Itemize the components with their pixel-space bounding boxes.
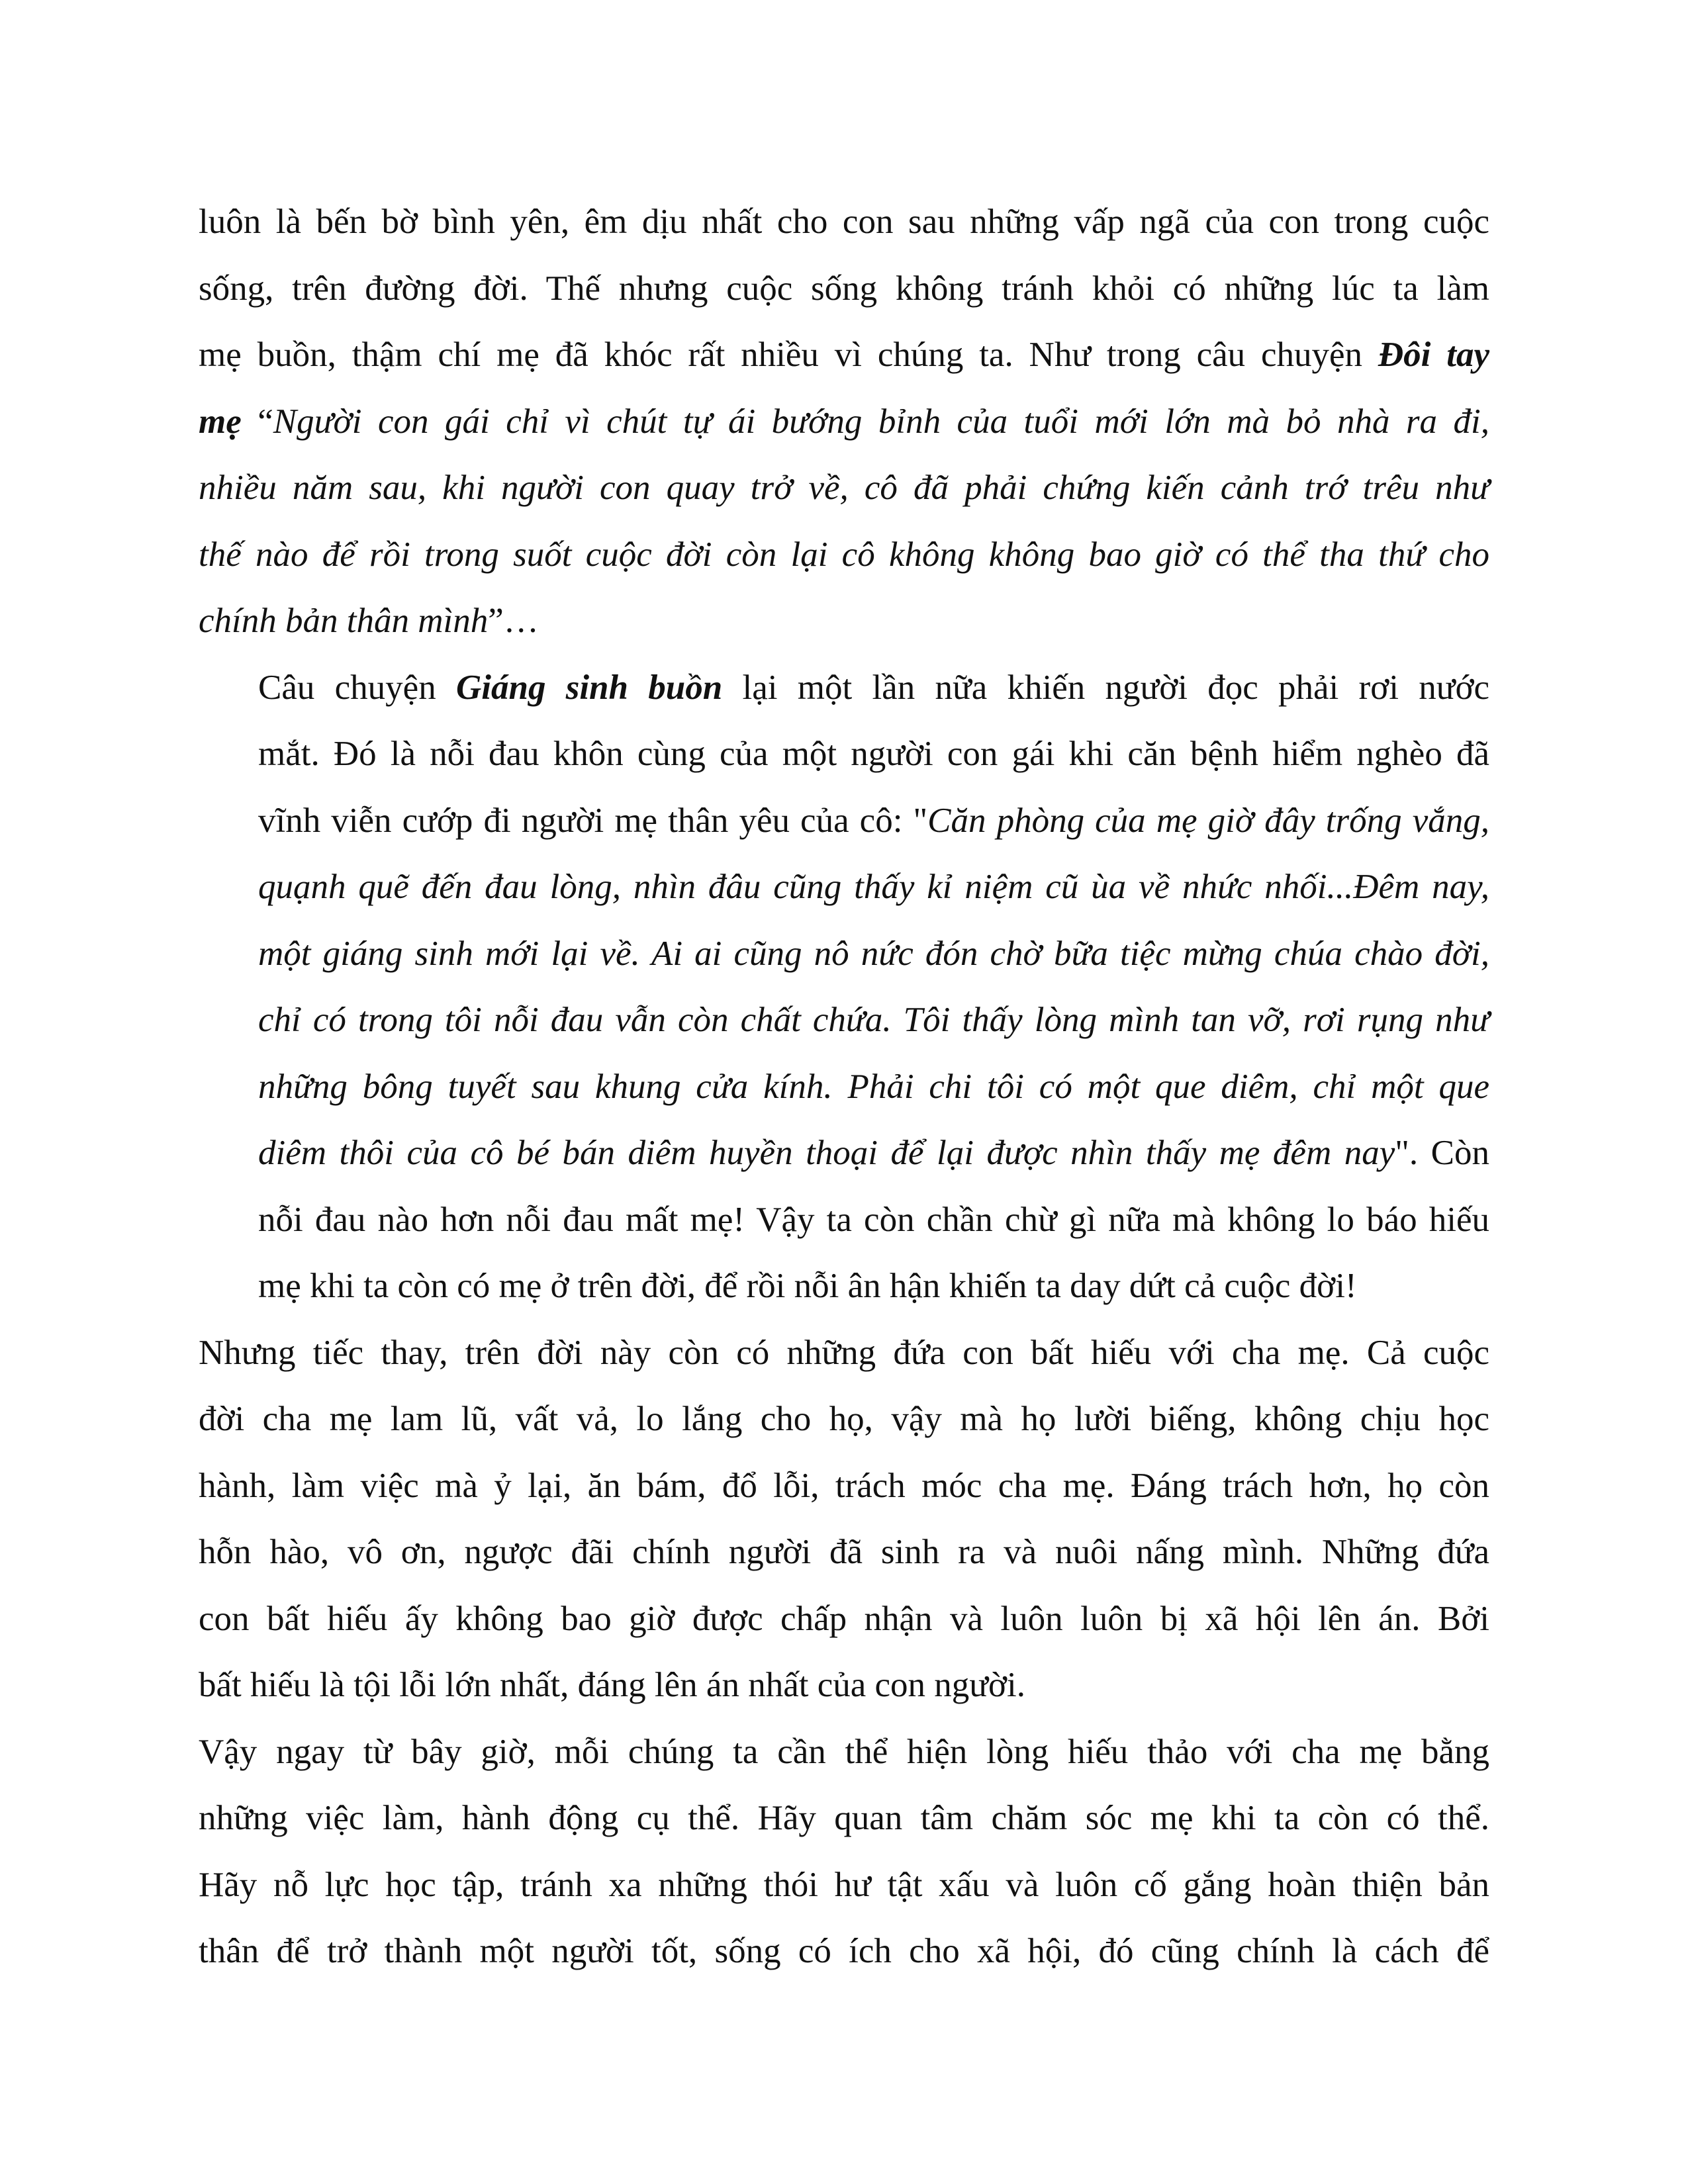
text-line (199, 1719, 1489, 1786)
quote-run: chỉ có trong tôi nỗi đau vẫn còn chất chứa. Tôi thấy lòng mình tan vỡ, rơi rụng như (258, 1001, 1489, 1039)
text-line (199, 655, 1489, 721)
text-line (199, 588, 1489, 655)
text-line (199, 189, 1489, 255)
quote-run: một giáng sinh mới lại về. Ai ai cũng nô nức đón chờ bữa tiệc mừng chúa chào đời, (258, 934, 1489, 973)
text-run: ". Còn (1395, 1134, 1489, 1172)
text-run: con bất hiếu ấy không bao giờ được chấp nhận và luôn luôn bị xã hội lên án. Bởi (199, 1599, 1489, 1638)
text-line (199, 322, 1489, 388)
text-run: bất hiếu là tội lỗi lớn nhất, đáng lên án nhất của con người. (199, 1666, 1025, 1704)
text-line (199, 854, 1489, 921)
text-run: lại một lần nữa khiến người đọc phải rơi nước (722, 668, 1489, 707)
text-run: nỗi đau nào hơn nỗi đau mất mẹ! Vậy ta còn chần chừ gì nữa mà không lo báo hiếu (258, 1200, 1489, 1239)
text-line (199, 388, 1489, 455)
emphasis-title: Đôi tay (1378, 336, 1489, 374)
text-run: hỗn hào, vô ơn, ngược đãi chính người đã sinh ra và nuôi nấng mình. Những đứa (199, 1533, 1489, 1571)
text-line (199, 788, 1489, 854)
text-run: luôn là bến bờ bình yên, êm dịu nhất cho con sau những vấp ngã của con trong cuộc (199, 203, 1489, 241)
text-run: Vậy ngay từ bây giờ, mỗi chúng ta cần thể hiện lòng hiếu thảo với cha mẹ bằng (199, 1732, 1489, 1771)
body-text (199, 189, 1489, 1985)
quote-run: diêm thôi của cô bé bán diêm huyền thoại để lại được nhìn thấy mẹ đêm nay (258, 1134, 1395, 1172)
text-run: hành, làm việc mà ỷ lại, ăn bám, đổ lỗi, trách móc cha mẹ. Đáng trách hơn, họ còn (199, 1466, 1489, 1505)
text-run: thân để trở thành một người tốt, sống có ích cho xã hội, đó cũng chính là cách để (199, 1932, 1489, 1970)
text-run: đời cha mẹ lam lũ, vất vả, lo lắng cho họ, vậy mà họ lười biếng, không chịu học (199, 1400, 1489, 1438)
text-line (199, 1120, 1489, 1187)
quote-run: những bông tuyết sau khung cửa kính. Phải chi tôi có một que diêm, chỉ một que (258, 1067, 1489, 1106)
bold-run (1378, 336, 1489, 374)
bold-run (456, 668, 722, 707)
paragraph (199, 189, 1489, 655)
text-run: Hãy nỗ lực học tập, tránh xa những thói hư tật xấu và luôn cố gắng hoàn thiện bản (199, 1865, 1489, 1904)
text-line (199, 1453, 1489, 1520)
text-run: “ (241, 402, 273, 441)
text-line (199, 1187, 1489, 1253)
quote-run: quạnh quẽ đến đau lòng, nhìn đâu cũng thấy kỉ niệm cũ ùa về nhức nhối...Đêm nay, (258, 868, 1489, 906)
text-run: vĩnh viễn cướp đi người mẹ thân yêu của cô: " (258, 801, 928, 840)
text-line (199, 1386, 1489, 1453)
paragraph (199, 1719, 1489, 1985)
text-line (199, 721, 1489, 788)
text-line (199, 1320, 1489, 1387)
text-run: ”… (488, 602, 539, 640)
text-line (199, 1054, 1489, 1120)
text-line (199, 255, 1489, 322)
quote-run: nhiều năm sau, khi người con quay trở về, cô đã phải chứng kiến cảnh trớ trêu như (199, 469, 1489, 507)
quote-run: chính bản thân mình (199, 602, 489, 640)
paragraph (199, 655, 1489, 1320)
text-run: mắt. Đó là nỗi đau khôn cùng của một người con gái khi căn bệnh hiểm nghèo đã (258, 735, 1489, 773)
text-line (199, 455, 1489, 522)
text-run: Nhưng tiếc thay, trên đời này còn có những đứa con bất hiếu với cha mẹ. Cả cuộc (199, 1333, 1489, 1372)
text-line (199, 921, 1489, 987)
quote-run: Căn phòng của mẹ giờ đây trống vắng, (927, 801, 1489, 840)
text-line (199, 987, 1489, 1054)
text-run: Câu chuyện (258, 668, 456, 707)
text-line (199, 1918, 1489, 1985)
text-run: những việc làm, hành động cụ thể. Hãy quan tâm chăm sóc mẹ khi ta còn có thể. (199, 1799, 1489, 1837)
emphasis-title: mẹ (199, 402, 242, 441)
bold-run (199, 402, 242, 441)
quote-run: Người con gái chỉ vì chút tự ái bướng bỉnh của tuổi mới lớn mà bỏ nhà ra đi, (273, 402, 1489, 441)
paragraph (199, 1320, 1489, 1719)
text-run: sống, trên đường đời. Thế nhưng cuộc sống không tránh khỏi có những lúc ta làm (199, 269, 1489, 308)
text-line (199, 1253, 1489, 1320)
text-line (199, 522, 1489, 588)
text-line (199, 1586, 1489, 1653)
text-line (199, 1652, 1489, 1719)
emphasis-title: Giáng sinh buồn (455, 668, 723, 707)
text-line (199, 1519, 1489, 1586)
text-line (199, 1785, 1489, 1852)
quote-run: thế nào để rồi trong suốt cuộc đời còn lại cô không không bao giờ có thể tha thứ cho (199, 535, 1489, 574)
text-line (199, 1852, 1489, 1919)
text-run: mẹ buồn, thậm chí mẹ đã khóc rất nhiều vì chúng ta. Như trong câu chuyện (199, 336, 1378, 374)
text-run: mẹ khi ta còn có mẹ ở trên đời, để rồi nỗi ân hận khiến ta day dứt cả cuộc đời! (258, 1267, 1357, 1305)
